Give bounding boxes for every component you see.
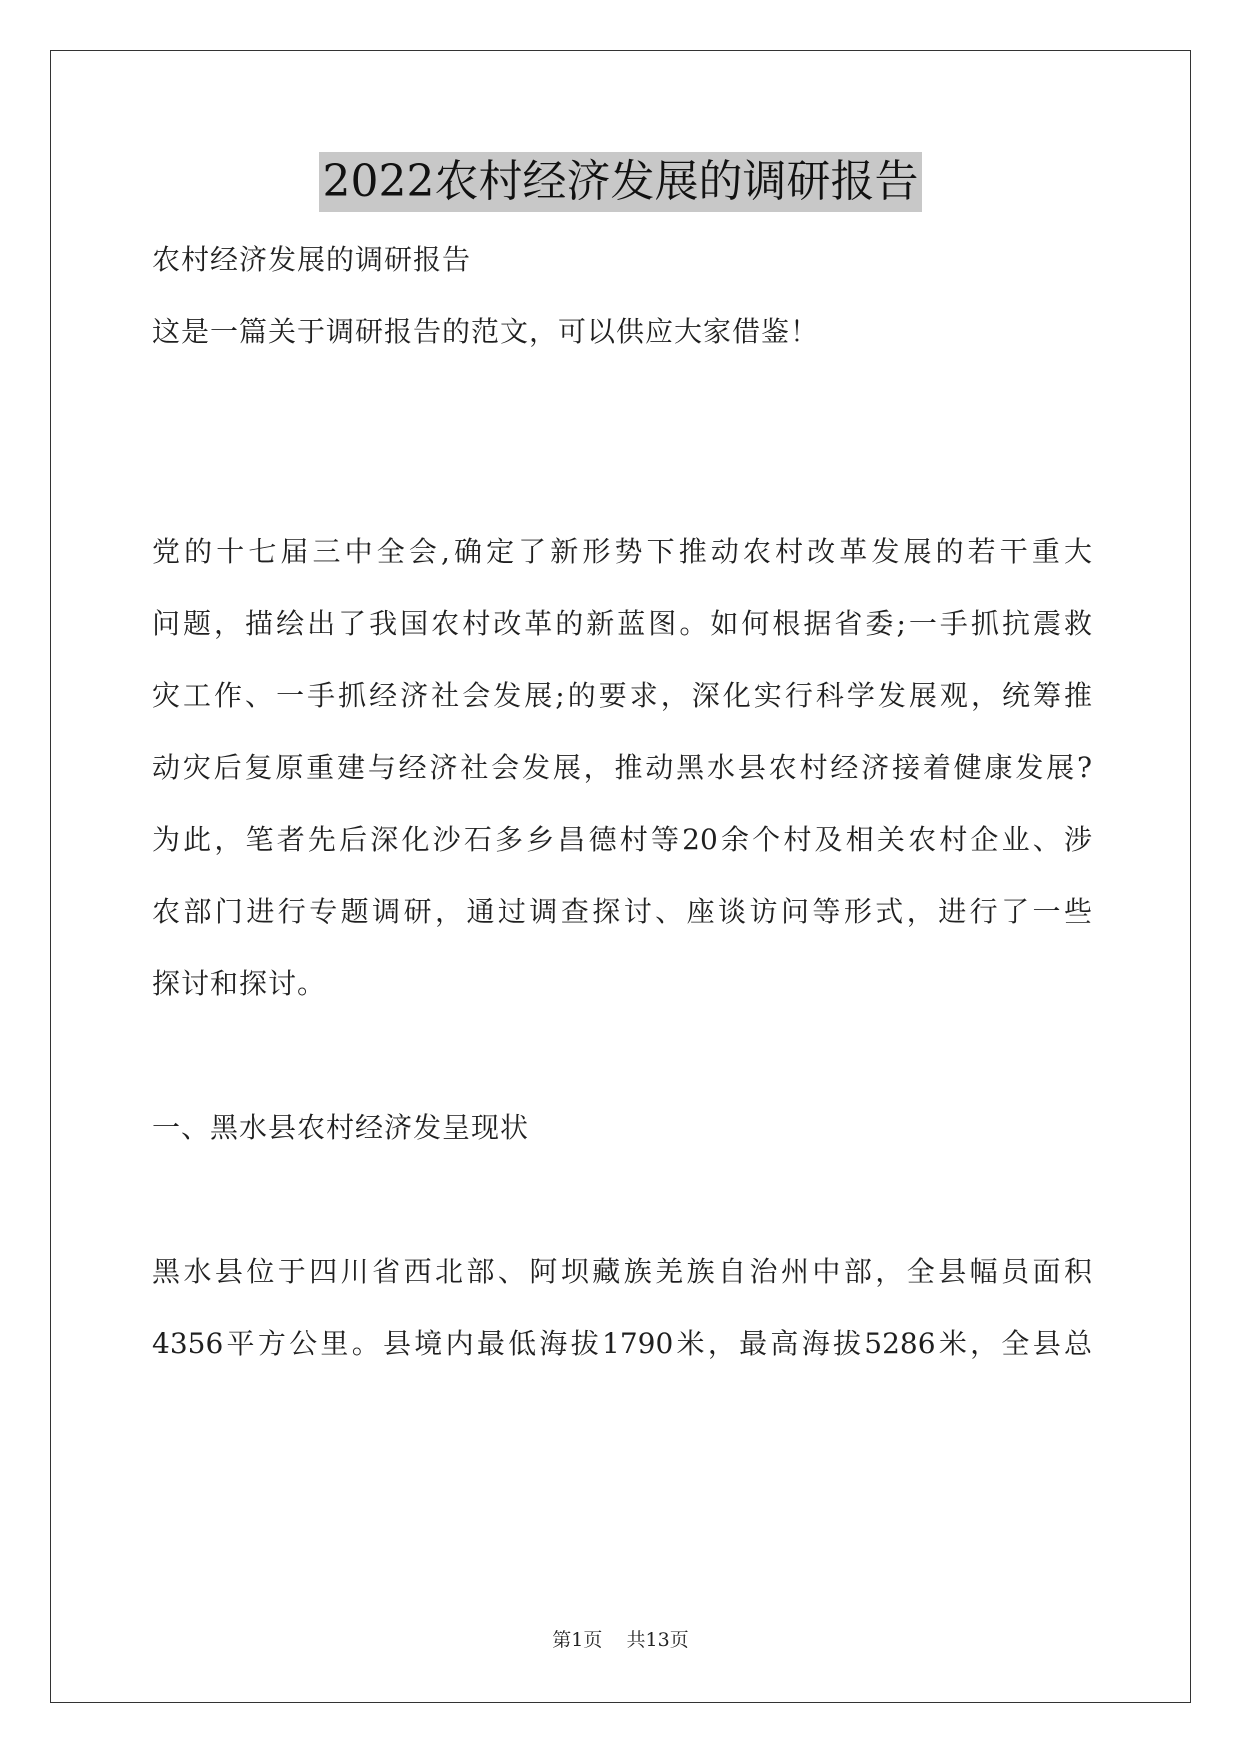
document-title: 2022农村经济发展的调研报告 (319, 152, 923, 212)
paragraph-line: 黑水县位于四川省西北部、阿坝藏族羌族自治州中部，全县幅员面积 (152, 1255, 1092, 1288)
paragraph-line: 党的十七届三中全会,确定了新形势下推动农村改革发展的若干重大 (152, 535, 1092, 568)
page-number-footer: 第1页 共13页 (552, 1629, 689, 1651)
section-heading: 一、黑水县农村经济发呈现状 (152, 1111, 530, 1144)
title-container (0, 152, 1241, 212)
intro-text: 这是一篇关于调研报告的范文，可以供应大家借鉴！ (152, 315, 820, 348)
document-subtitle: 农村经济发展的调研报告 (152, 243, 472, 276)
paragraph-line: 灾工作、一手抓经济社会发展;的要求，深化实行科学发展观，统筹推 (152, 679, 1092, 712)
paragraph-line: 为此，笔者先后深化沙石多乡昌德村等20余个村及相关农村企业、涉 (152, 823, 1092, 856)
paragraph-line: 4356平方公里。县境内最低海拔1790米，最高海拔5286米，全县总 (152, 1327, 1092, 1360)
paragraph-line: 农部门进行专题调研，通过调查探讨、座谈访问等形式，进行了一些 (152, 895, 1092, 928)
paragraph-line: 问题，描绘出了我国农村改革的新蓝图。如何根据省委;一手抓抗震救 (152, 607, 1092, 640)
paragraph-line: 探讨和探讨。 (152, 967, 327, 1000)
page-border (50, 50, 1191, 1703)
paragraph-line: 动灾后复原重建与经济社会发展，推动黑水县农村经济接着健康发展? (152, 751, 1092, 784)
